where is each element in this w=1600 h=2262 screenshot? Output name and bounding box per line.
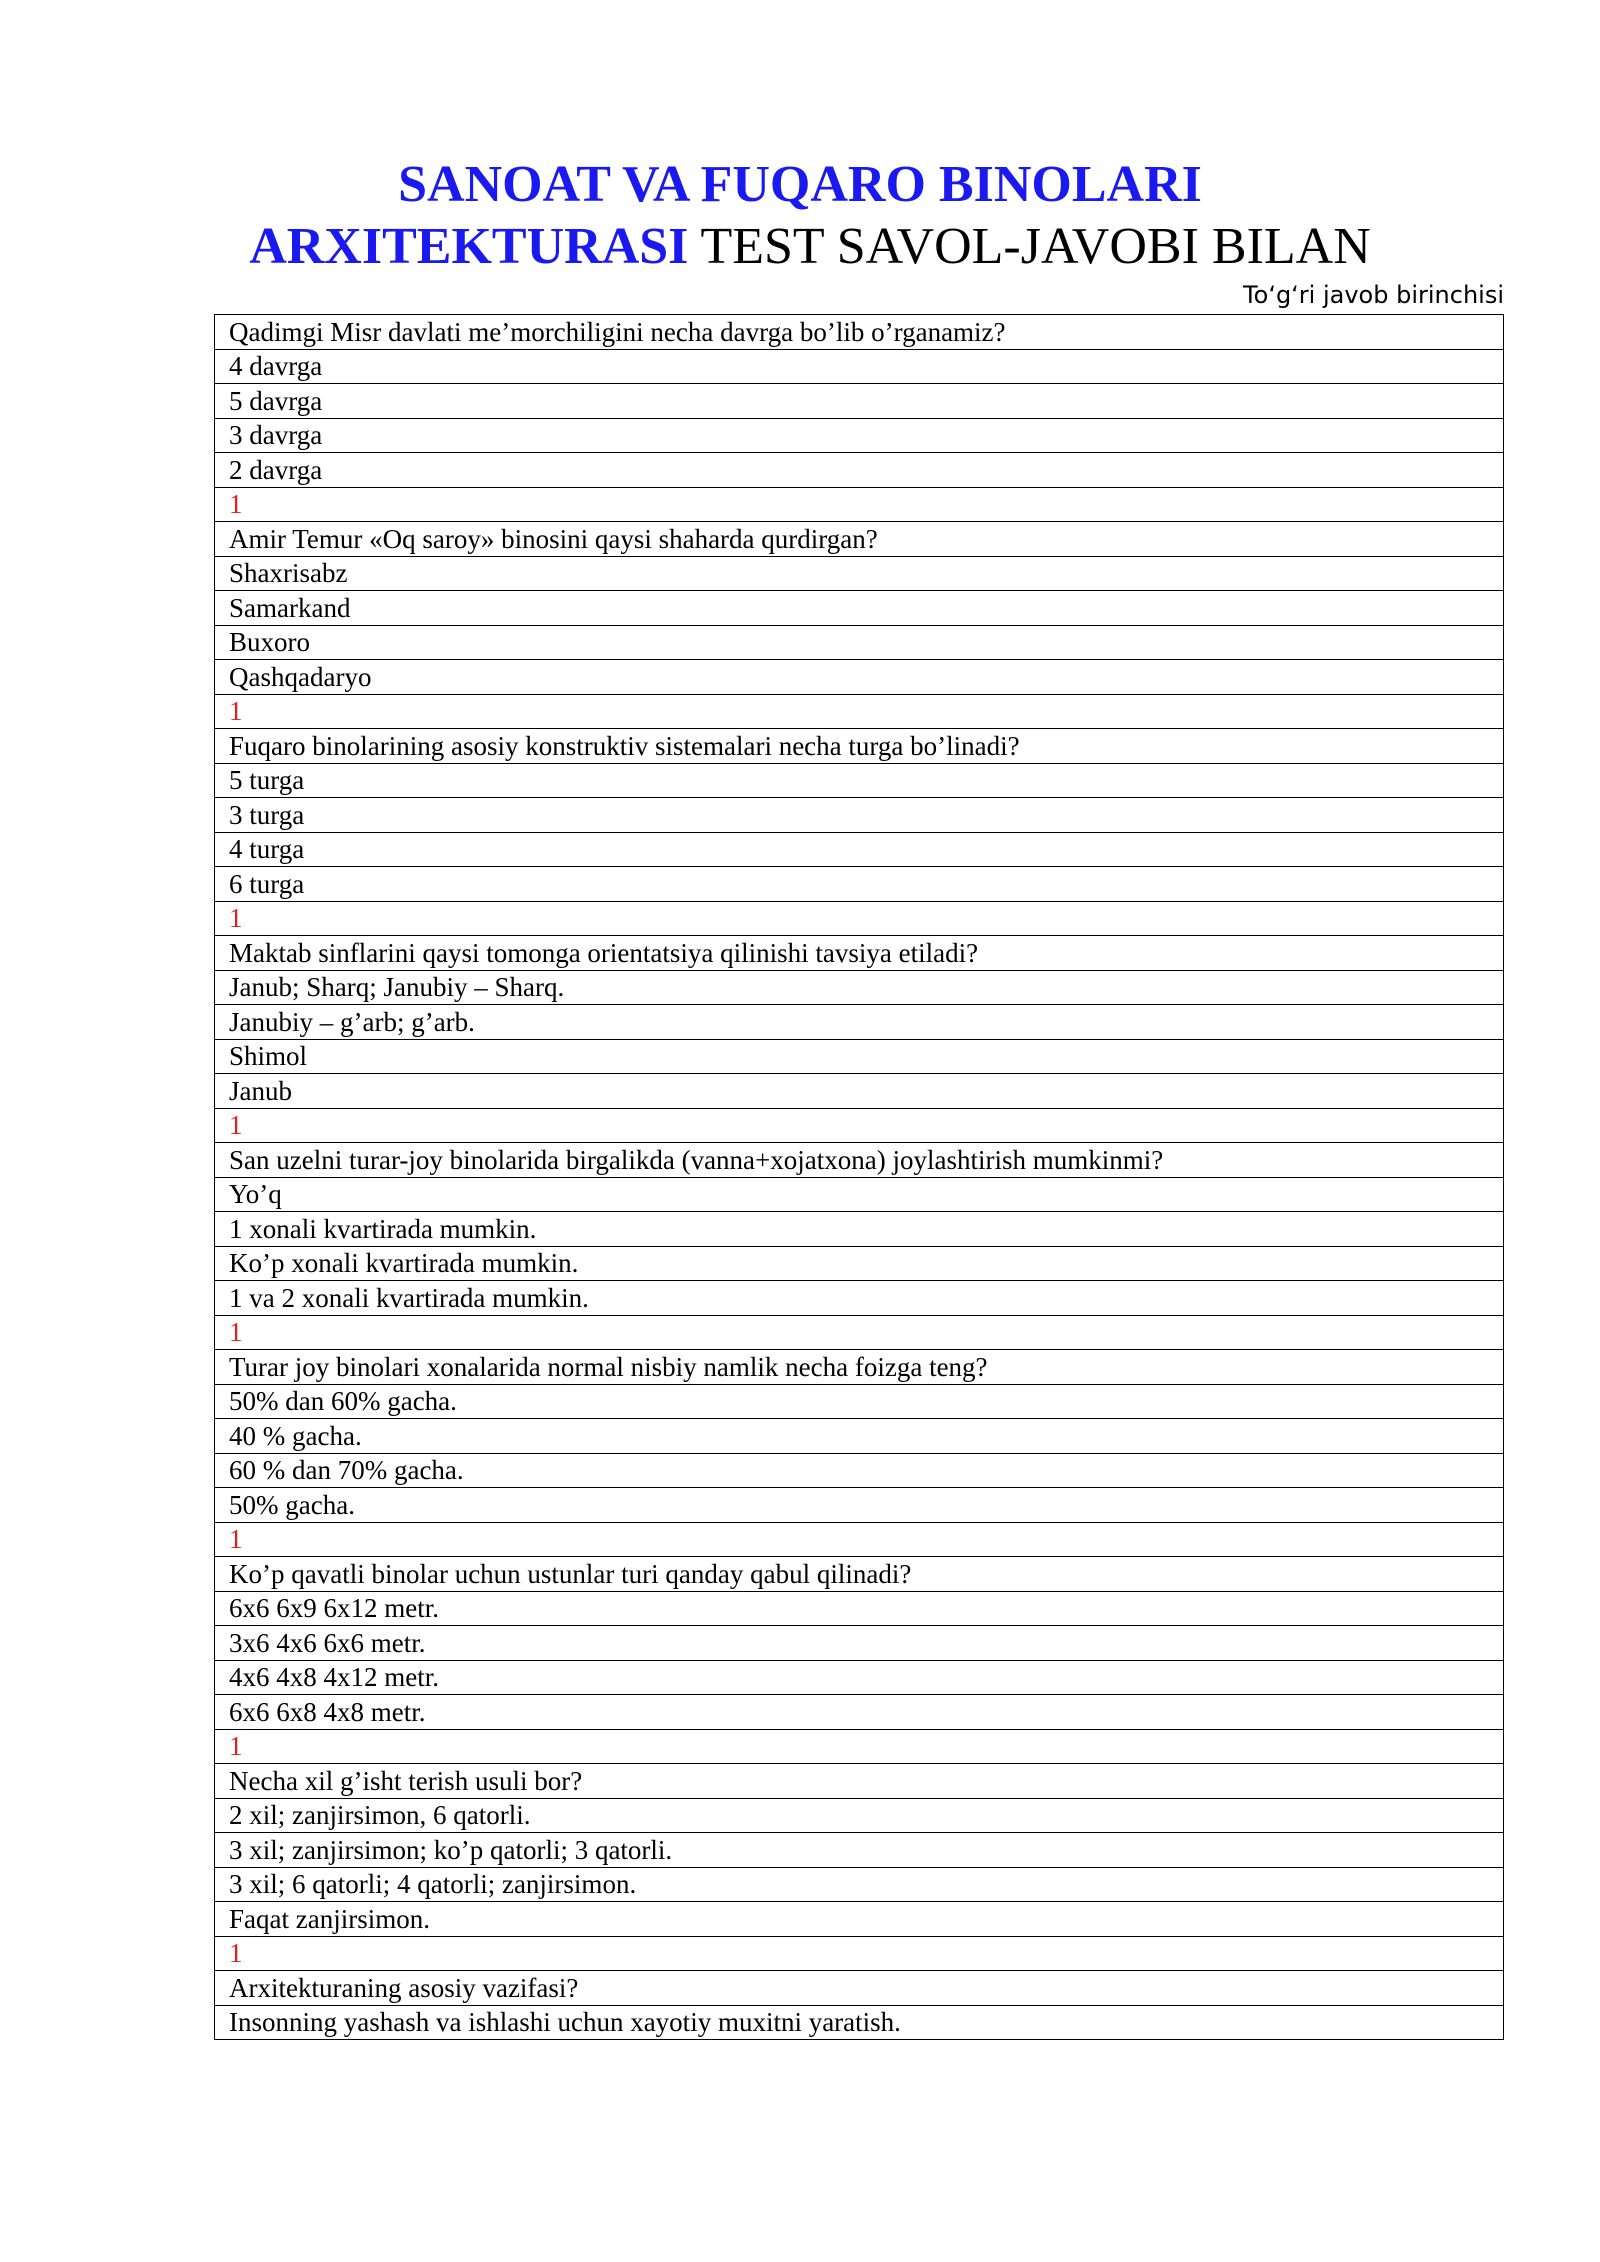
option-row: [215, 1039, 1504, 1074]
correct-answer-number: 1: [215, 901, 1504, 936]
correct-answer-row: [215, 487, 1504, 522]
question-row: [215, 936, 1504, 971]
option-row: [215, 832, 1504, 867]
option-row: [215, 1902, 1504, 1937]
option-text: 2 xil; zanjirsimon, 6 qatorli.: [215, 1798, 1504, 1833]
option-text: Shimol: [215, 1039, 1504, 1074]
option-row: [215, 1798, 1504, 1833]
question-row: [215, 1350, 1504, 1385]
question-text: Necha xil g’isht terish usuli bor?: [215, 1764, 1504, 1799]
option-text: 3 xil; 6 qatorli; 4 qatorli; zanjirsimon.: [215, 1867, 1504, 1902]
document-title-line-2: [10, 216, 1600, 278]
correct-answer-number: 1: [215, 1936, 1504, 1971]
test-questions-table: [214, 314, 1504, 2040]
option-row: [215, 660, 1504, 695]
option-text: 5 davrga: [215, 384, 1504, 419]
option-text: Qashqadaryo: [215, 660, 1504, 695]
option-text: 3 xil; zanjirsimon; ko’p qatorli; 3 qatorli.: [215, 1833, 1504, 1868]
option-text: Buxoro: [215, 625, 1504, 660]
question-row: [215, 1143, 1504, 1178]
option-row: [215, 1074, 1504, 1109]
document-title-line-1: SANOAT VA FUQARO BINOLARI: [398, 156, 1202, 213]
correct-answer-row: [215, 1729, 1504, 1764]
option-row: [215, 1833, 1504, 1868]
question-row: [215, 1764, 1504, 1799]
option-text: 6 turga: [215, 867, 1504, 902]
option-text: Ko’p xonali kvartirada mumkin.: [215, 1246, 1504, 1281]
question-text: Turar joy binolari xonalarida normal nisbiy namlik necha foizga teng?: [215, 1350, 1504, 1385]
question-row: [215, 522, 1504, 557]
question-text: Fuqaro binolarining asosiy konstruktiv sistemalari necha turga bo’linadi?: [215, 729, 1504, 764]
correct-answer-number: 1: [215, 694, 1504, 729]
option-text: Samarkand: [215, 591, 1504, 626]
option-text: Insonning yashash va ishlashi uchun xayotiy muxitni yaratish.: [215, 2005, 1504, 2040]
correct-answer-number: 1: [215, 1522, 1504, 1557]
question-text: Amir Temur «Oq saroy» binosini qaysi shaharda qurdirgan?: [215, 522, 1504, 557]
option-text: 4x6 4x8 4x12 metr.: [215, 1660, 1504, 1695]
correct-answer-number: 1: [215, 1108, 1504, 1143]
question-text: Ko’p qavatli binolar uchun ustunlar turi qanday qabul qilinadi?: [215, 1557, 1504, 1592]
correct-answer-number: 1: [215, 1729, 1504, 1764]
option-row: [215, 1867, 1504, 1902]
option-text: 3 turga: [215, 798, 1504, 833]
option-text: 2 davrga: [215, 453, 1504, 488]
option-text: 1 xonali kvartirada mumkin.: [215, 1212, 1504, 1247]
option-text: 5 turga: [215, 763, 1504, 798]
question-row: [215, 1971, 1504, 2006]
option-row: [215, 384, 1504, 419]
correct-answer-row: [215, 1522, 1504, 1557]
correct-answer-row: [215, 1936, 1504, 1971]
option-text: Shaxrisabz: [215, 556, 1504, 591]
option-text: 3x6 4x6 6x6 metr.: [215, 1626, 1504, 1661]
option-row: [215, 1453, 1504, 1488]
option-row: [215, 349, 1504, 384]
option-text: Janub: [215, 1074, 1504, 1109]
option-text: 4 turga: [215, 832, 1504, 867]
option-row: [215, 2005, 1504, 2040]
option-row: [215, 970, 1504, 1005]
question-text: Arxitekturaning asosiy vazifasi?: [215, 1971, 1504, 2006]
option-row: [215, 1005, 1504, 1040]
option-row: [215, 1384, 1504, 1419]
document-title-black-part: TEST SAVOL-JAVOBI BILAN: [688, 218, 1371, 275]
correct-answer-row: [215, 901, 1504, 936]
question-row: [215, 315, 1504, 350]
option-row: [215, 1419, 1504, 1454]
option-text: 3 davrga: [215, 418, 1504, 453]
question-text: Qadimgi Misr davlati me’morchiligini necha davrga bo’lib o’rganamiz?: [215, 315, 1504, 350]
correct-answer-note: To‘g‘ri javob birinchisi: [1243, 281, 1504, 309]
option-text: 6x6 6x9 6x12 metr.: [215, 1591, 1504, 1626]
option-row: [215, 1488, 1504, 1523]
option-row: [215, 1177, 1504, 1212]
option-row: [215, 1660, 1504, 1695]
correct-answer-row: [215, 694, 1504, 729]
option-row: [215, 1591, 1504, 1626]
document-title-blue-part: ARXITEKTURASI: [249, 218, 689, 275]
option-text: 4 davrga: [215, 349, 1504, 384]
question-text: Maktab sinflarini qaysi tomonga orientatsiya qilinishi tavsiya etiladi?: [215, 936, 1504, 971]
option-row: [215, 418, 1504, 453]
option-row: [215, 1281, 1504, 1316]
option-row: [215, 556, 1504, 591]
option-row: [215, 763, 1504, 798]
option-row: [215, 798, 1504, 833]
option-text: Yo’q: [215, 1177, 1504, 1212]
correct-answer-number: 1: [215, 487, 1504, 522]
option-text: Faqat zanjirsimon.: [215, 1902, 1504, 1937]
option-text: 60 % dan 70% gacha.: [215, 1453, 1504, 1488]
question-row: [215, 729, 1504, 764]
option-row: [215, 1212, 1504, 1247]
option-text: 50% gacha.: [215, 1488, 1504, 1523]
option-text: Janubiy – g’arb; g’arb.: [215, 1005, 1504, 1040]
option-row: [215, 1626, 1504, 1661]
option-row: [215, 867, 1504, 902]
option-row: [215, 1246, 1504, 1281]
correct-answer-row: [215, 1108, 1504, 1143]
test-questions-body: [215, 315, 1504, 2040]
question-text: San uzelni turar-joy binolarida birgalikda (vanna+xojatxona) joylashtirish mumkinmi?: [215, 1143, 1504, 1178]
option-text: Janub; Sharq; Janubiy – Sharq.: [215, 970, 1504, 1005]
option-row: [215, 591, 1504, 626]
option-row: [215, 1695, 1504, 1730]
option-row: [215, 625, 1504, 660]
correct-answer-row: [215, 1315, 1504, 1350]
question-row: [215, 1557, 1504, 1592]
correct-answer-number: 1: [215, 1315, 1504, 1350]
option-text: 1 va 2 xonali kvartirada mumkin.: [215, 1281, 1504, 1316]
option-text: 6x6 6x8 4x8 metr.: [215, 1695, 1504, 1730]
option-text: 40 % gacha.: [215, 1419, 1504, 1454]
option-text: 50% dan 60% gacha.: [215, 1384, 1504, 1419]
option-row: [215, 453, 1504, 488]
